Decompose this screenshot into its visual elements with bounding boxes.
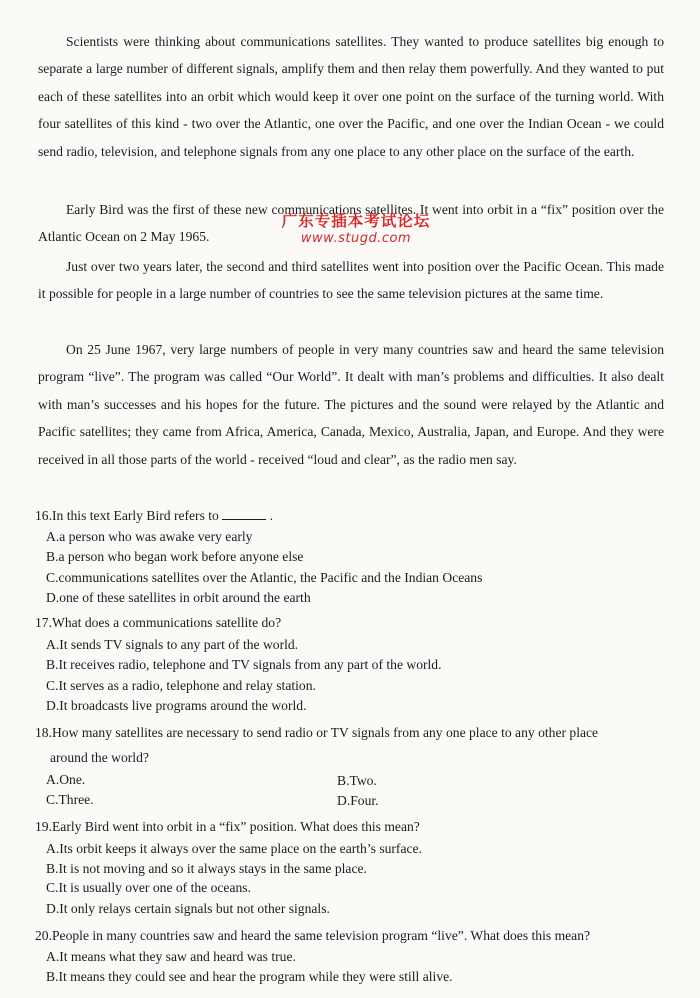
watermark-url: www.stugd.com xyxy=(300,230,412,246)
question-18-option-d: D.Four. xyxy=(337,793,379,808)
question-19-option-d: D.It only relays certain signals but not other signals. xyxy=(46,901,330,916)
question-18-option-a: A.One. xyxy=(46,772,86,787)
question-18-option-c: C.Three. xyxy=(46,792,94,807)
passage-paragraph-1: Scientists were thinking about communications satellites. They wanted to produce satellites big enough to separate a large number of different signals, amplify them and then relay them powerfully. And they wanted to put each of these satellites into an orbit which would keep it over one point on the surface of the turning world. With four satellites of this kind - two over the Atlantic, one over the Pacific, and one over the Indian Ocean - we could send radio, television, and telephone signals from any one place to any other place on the surface of the earth. xyxy=(38,34,664,159)
question-17-option-c: C.It serves as a radio, telephone and relay station. xyxy=(46,678,316,693)
question-16-option-a: A.a person who was awake very early xyxy=(46,529,253,544)
passage-paragraph-2: Early Bird was the first of these new communications satellites. It went into orbit in a “fix” position over the Atlantic Ocean on 2 May 1965. xyxy=(38,202,664,245)
question-17-stem: 17.What does a communications satellite do? xyxy=(35,615,282,630)
question-18-stem: 18.How many satellites are necessary to send radio or TV signals from any one place to any other place xyxy=(35,725,599,740)
question-20-option-b: B.It means they could see and hear the program while they were still alive. xyxy=(46,969,453,984)
passage-paragraph-4: On 25 June 1967, very large numbers of people in very many countries saw and heard the same television program “live”. The program was called “Our World”. It dealt with man’s problems and difficulties. It also dealt with man’s successes and his hopes for the future. The pictures and the sound were relayed by the Atlantic and Pacific satellites; they came from Africa, America, Canada, Mexico, Australia, Japan, and Europe. And they were received in all those parts of the world - received “loud and clear”, as the radio men say. xyxy=(38,342,664,467)
answer-blank xyxy=(222,507,266,520)
question-20-stem: 20.People in many countries saw and heard the same television program “live”. What does this mean? xyxy=(35,928,591,943)
question-16-option-d: D.one of these satellites in orbit around the earth xyxy=(46,590,311,605)
question-16-option-c: C.communications satellites over the Atlantic, the Pacific and the Indian Oceans xyxy=(46,570,483,585)
question-19-option-b: B.It is not moving and so it always stays in the same place. xyxy=(46,861,367,876)
question-19-stem: 19.Early Bird went into orbit in a “fix” position. What does this mean? xyxy=(35,819,420,834)
question-18-stem-continued: around the world? xyxy=(50,750,149,765)
question-17-option-d: D.It broadcasts live programs around the world. xyxy=(46,698,307,713)
question-19-option-a: A.Its orbit keeps it always over the same place on the earth’s surface. xyxy=(46,841,422,856)
question-17-option-a: A.It sends TV signals to any part of the world. xyxy=(46,637,299,652)
question-18-option-b: B.Two. xyxy=(337,773,377,788)
watermark-forum-name: 广东专插本考试论坛 xyxy=(281,212,431,230)
question-16-stem: 16.In this text Early Bird refers to . xyxy=(35,508,274,523)
question-17-option-b: B.It receives radio, telephone and TV signals from any part of the world. xyxy=(46,657,442,672)
question-19-option-c: C.It is usually over one of the oceans. xyxy=(46,880,251,895)
question-20-option-a: A.It means what they saw and heard was true. xyxy=(46,949,296,964)
passage-paragraph-3: Just over two years later, the second and third satellites went into position over the Pacific Ocean. This made it possible for people in a large number of countries to see the same television pictures at the same time. xyxy=(38,259,664,302)
question-16-option-b: B.a person who began work before anyone else xyxy=(46,549,304,564)
